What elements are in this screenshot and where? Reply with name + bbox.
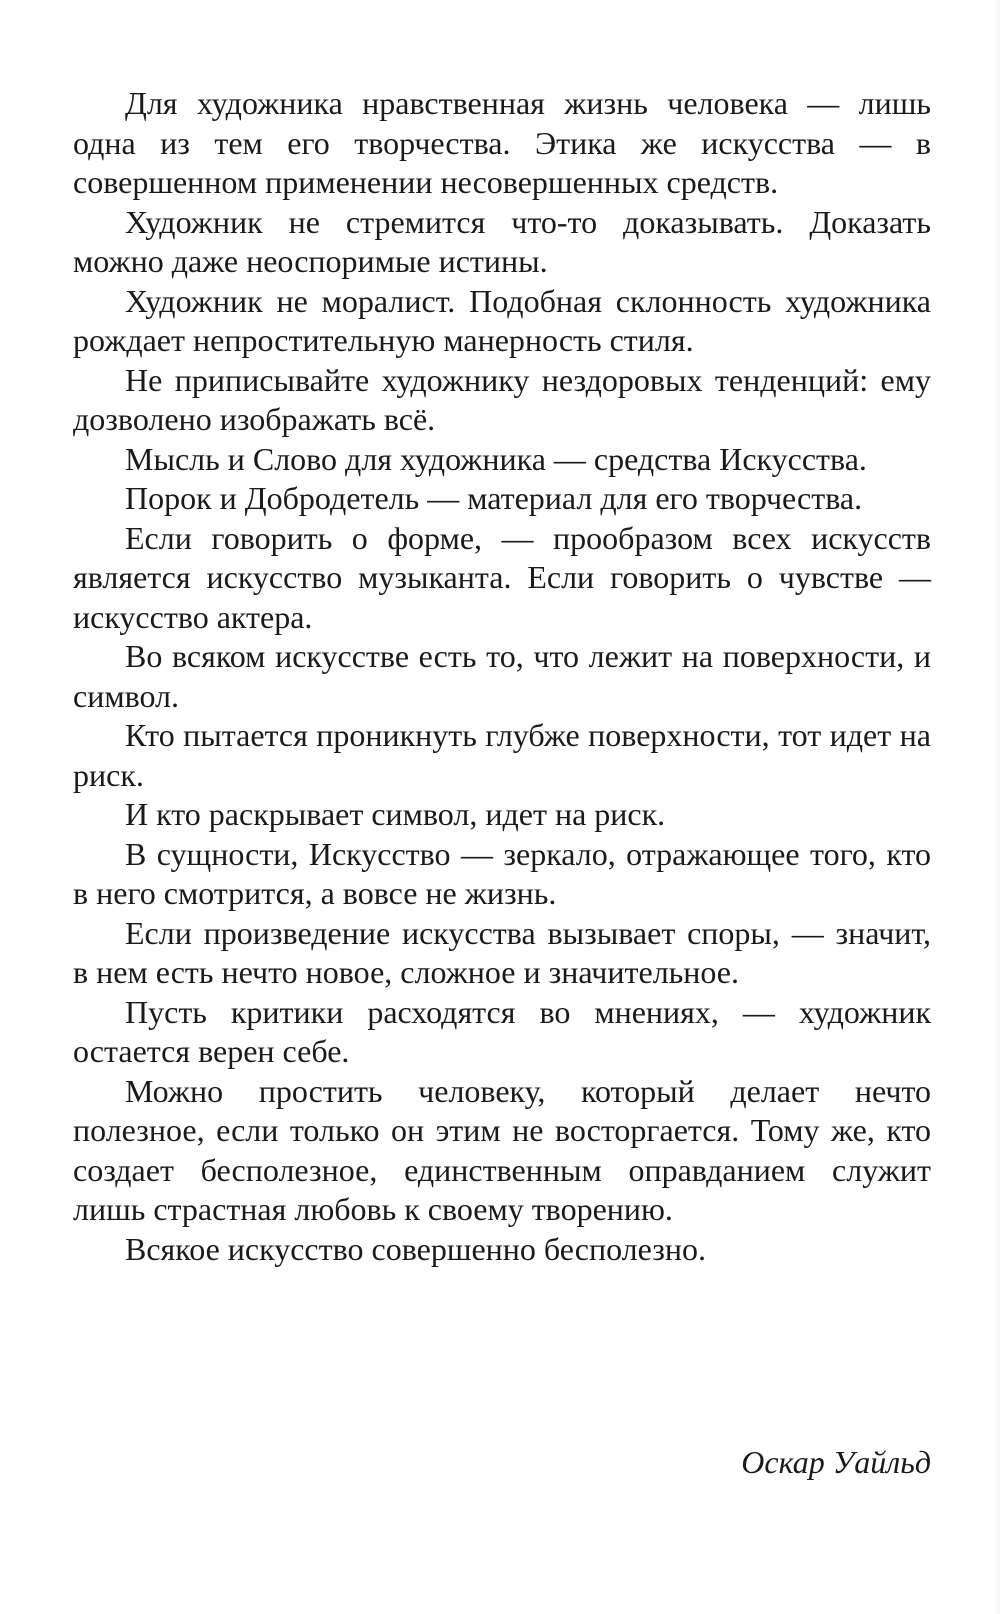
paragraph: Художник не стремится что-то доказывать. Доказать можно даже неоспоримые истины.	[73, 203, 931, 279]
author-signature: Оскар Уайльд	[741, 1444, 931, 1480]
paragraph: Художник не моралист. Подобная склонность художника рождает непростительную манерность стиля.	[73, 282, 931, 358]
page-edge	[994, 0, 1000, 1614]
paragraph: Не приписывайте художнику нездоровых тенденций: ему дозволено изображать всё.	[73, 361, 931, 437]
paragraph: Всякое искусство совершенно бесполезно.	[125, 1230, 706, 1267]
paragraph: Мысль и Слово для художника — средства Искусства.	[125, 440, 867, 477]
text-body	[73, 84, 931, 1269]
paragraph: Пусть критики расходятся во мнениях, — художник остается верен себе.	[73, 993, 931, 1069]
paragraph: Если говорить о форме, — прообразом всех искусств является искусство музыканта. Если говорить о чувстве — искусство актера.	[73, 519, 931, 635]
paragraph: И кто раскрывает символ, идет на риск.	[125, 796, 666, 832]
paragraph: Если произведение искусства вызывает споры, — значит, в нем есть нечто новое, сложное и значительное.	[73, 914, 931, 990]
paragraph: Порок и Добродетель — материал для его творчества.	[125, 480, 863, 516]
paragraph: Кто пытается проникнуть глубже поверхности, тот идет на риск.	[73, 717, 931, 793]
paragraph: Для художника нравственная жизнь человека — лишь одна из тем его творчества. Этика же искусства — в совершенном применении несовершенных средств.	[73, 85, 931, 200]
paragraph: Во всяком искусстве есть то, что лежит на поверхности, и символ.	[73, 638, 931, 714]
paragraph: Можно простить человеку, который делает нечто полезное, если только он этим не восторгается. Тому же, кто создает бесполезное, единственным оправданием служит лишь страстная любовь к своему творению.	[73, 1072, 931, 1227]
paragraph: В сущности, Искусство — зеркало, отражающее того, кто в него смотрится, а вовсе не жизнь.	[73, 835, 931, 911]
